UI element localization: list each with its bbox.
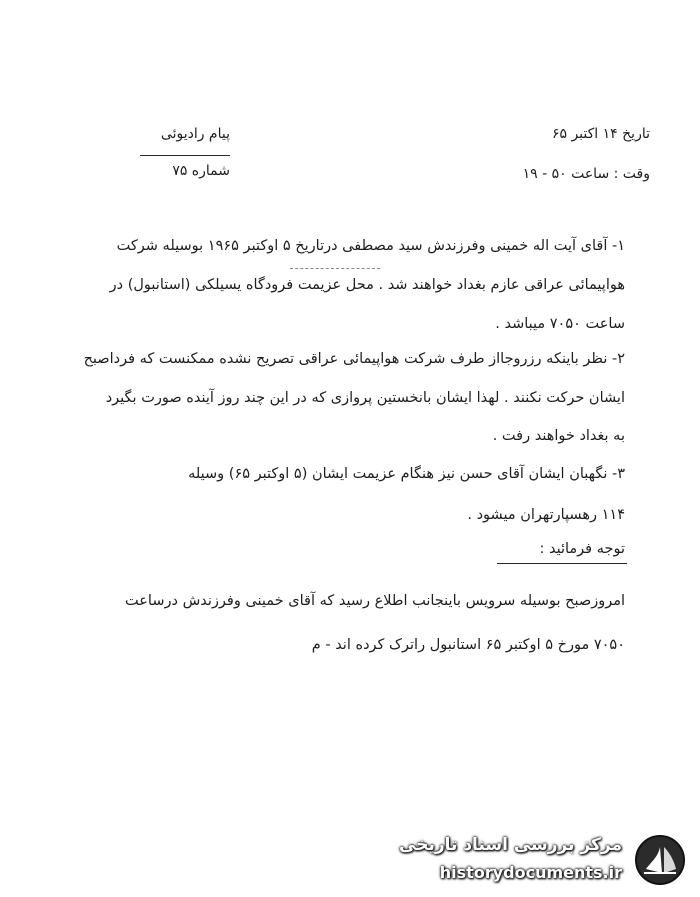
body-line-7: ۳- نگهبان ایشان آقای حسن نیز هنگام عزیمت ایشان (۵ اوکتبر ۶۵) وسیله [188, 466, 625, 482]
message-time: وقت : ساعت ۵۰ - ۱۹ [522, 166, 650, 182]
archive-title: مرکز بررسی اسناد تاریخی [399, 835, 622, 855]
archive-watermark [399, 831, 694, 889]
attention-underline [497, 563, 627, 564]
ink-mark [290, 268, 380, 269]
archive-url: historydocuments.ir [439, 863, 622, 882]
message-date: تاریخ ۱۴ اکتبر ۶۵ [551, 126, 650, 142]
body-line-5: ایشان حرکت نکنند . لهذا ایشان بانخستین پروازی که در این چند روز آینده صورت بگیرد [105, 390, 625, 406]
book-logo-icon [632, 833, 688, 887]
attention-note: توجه فرمائید : [539, 541, 625, 557]
message-number: شماره ۷۵ [172, 163, 230, 179]
message-type-title: پیام رادیوئی [160, 126, 230, 142]
body-line-1: ۱- آقای آیت اله خمینی وفرزندش سید مصطفی درتاریخ ۵ اوکتبر ۱۹۶۵ بوسیله شرکت [116, 238, 625, 254]
body-line-2: هواپیمائی عراقی عازم بغداد خواهند شد . محل عزیمت فرودگاه یسیلکی (استانبول) در [109, 277, 625, 293]
body-line-6: به بغداد خواهند رفت . [492, 428, 625, 444]
body-line-9: امروزصبح بوسیله سرویس باینجانب اطلاع رسید که آقای خمینی وفرزندش درساعت [125, 593, 625, 609]
body-line-3: ساعت ۷۰۵۰ میباشد . [495, 316, 625, 332]
body-line-4: ۲- نظر باینکه رزروجااز طرف شرکت هواپیمائی عراقی تصریح نشده ممکنست که فرداصبح [83, 351, 625, 367]
title-underline [140, 155, 230, 156]
body-line-8: ۱۱۴ رهسپارتهران میشود . [467, 507, 625, 523]
body-line-10: ۷۰۵۰ مورخ ۵ اوکتبر ۶۵ استانبول راترک کرده اند - م [311, 637, 625, 653]
